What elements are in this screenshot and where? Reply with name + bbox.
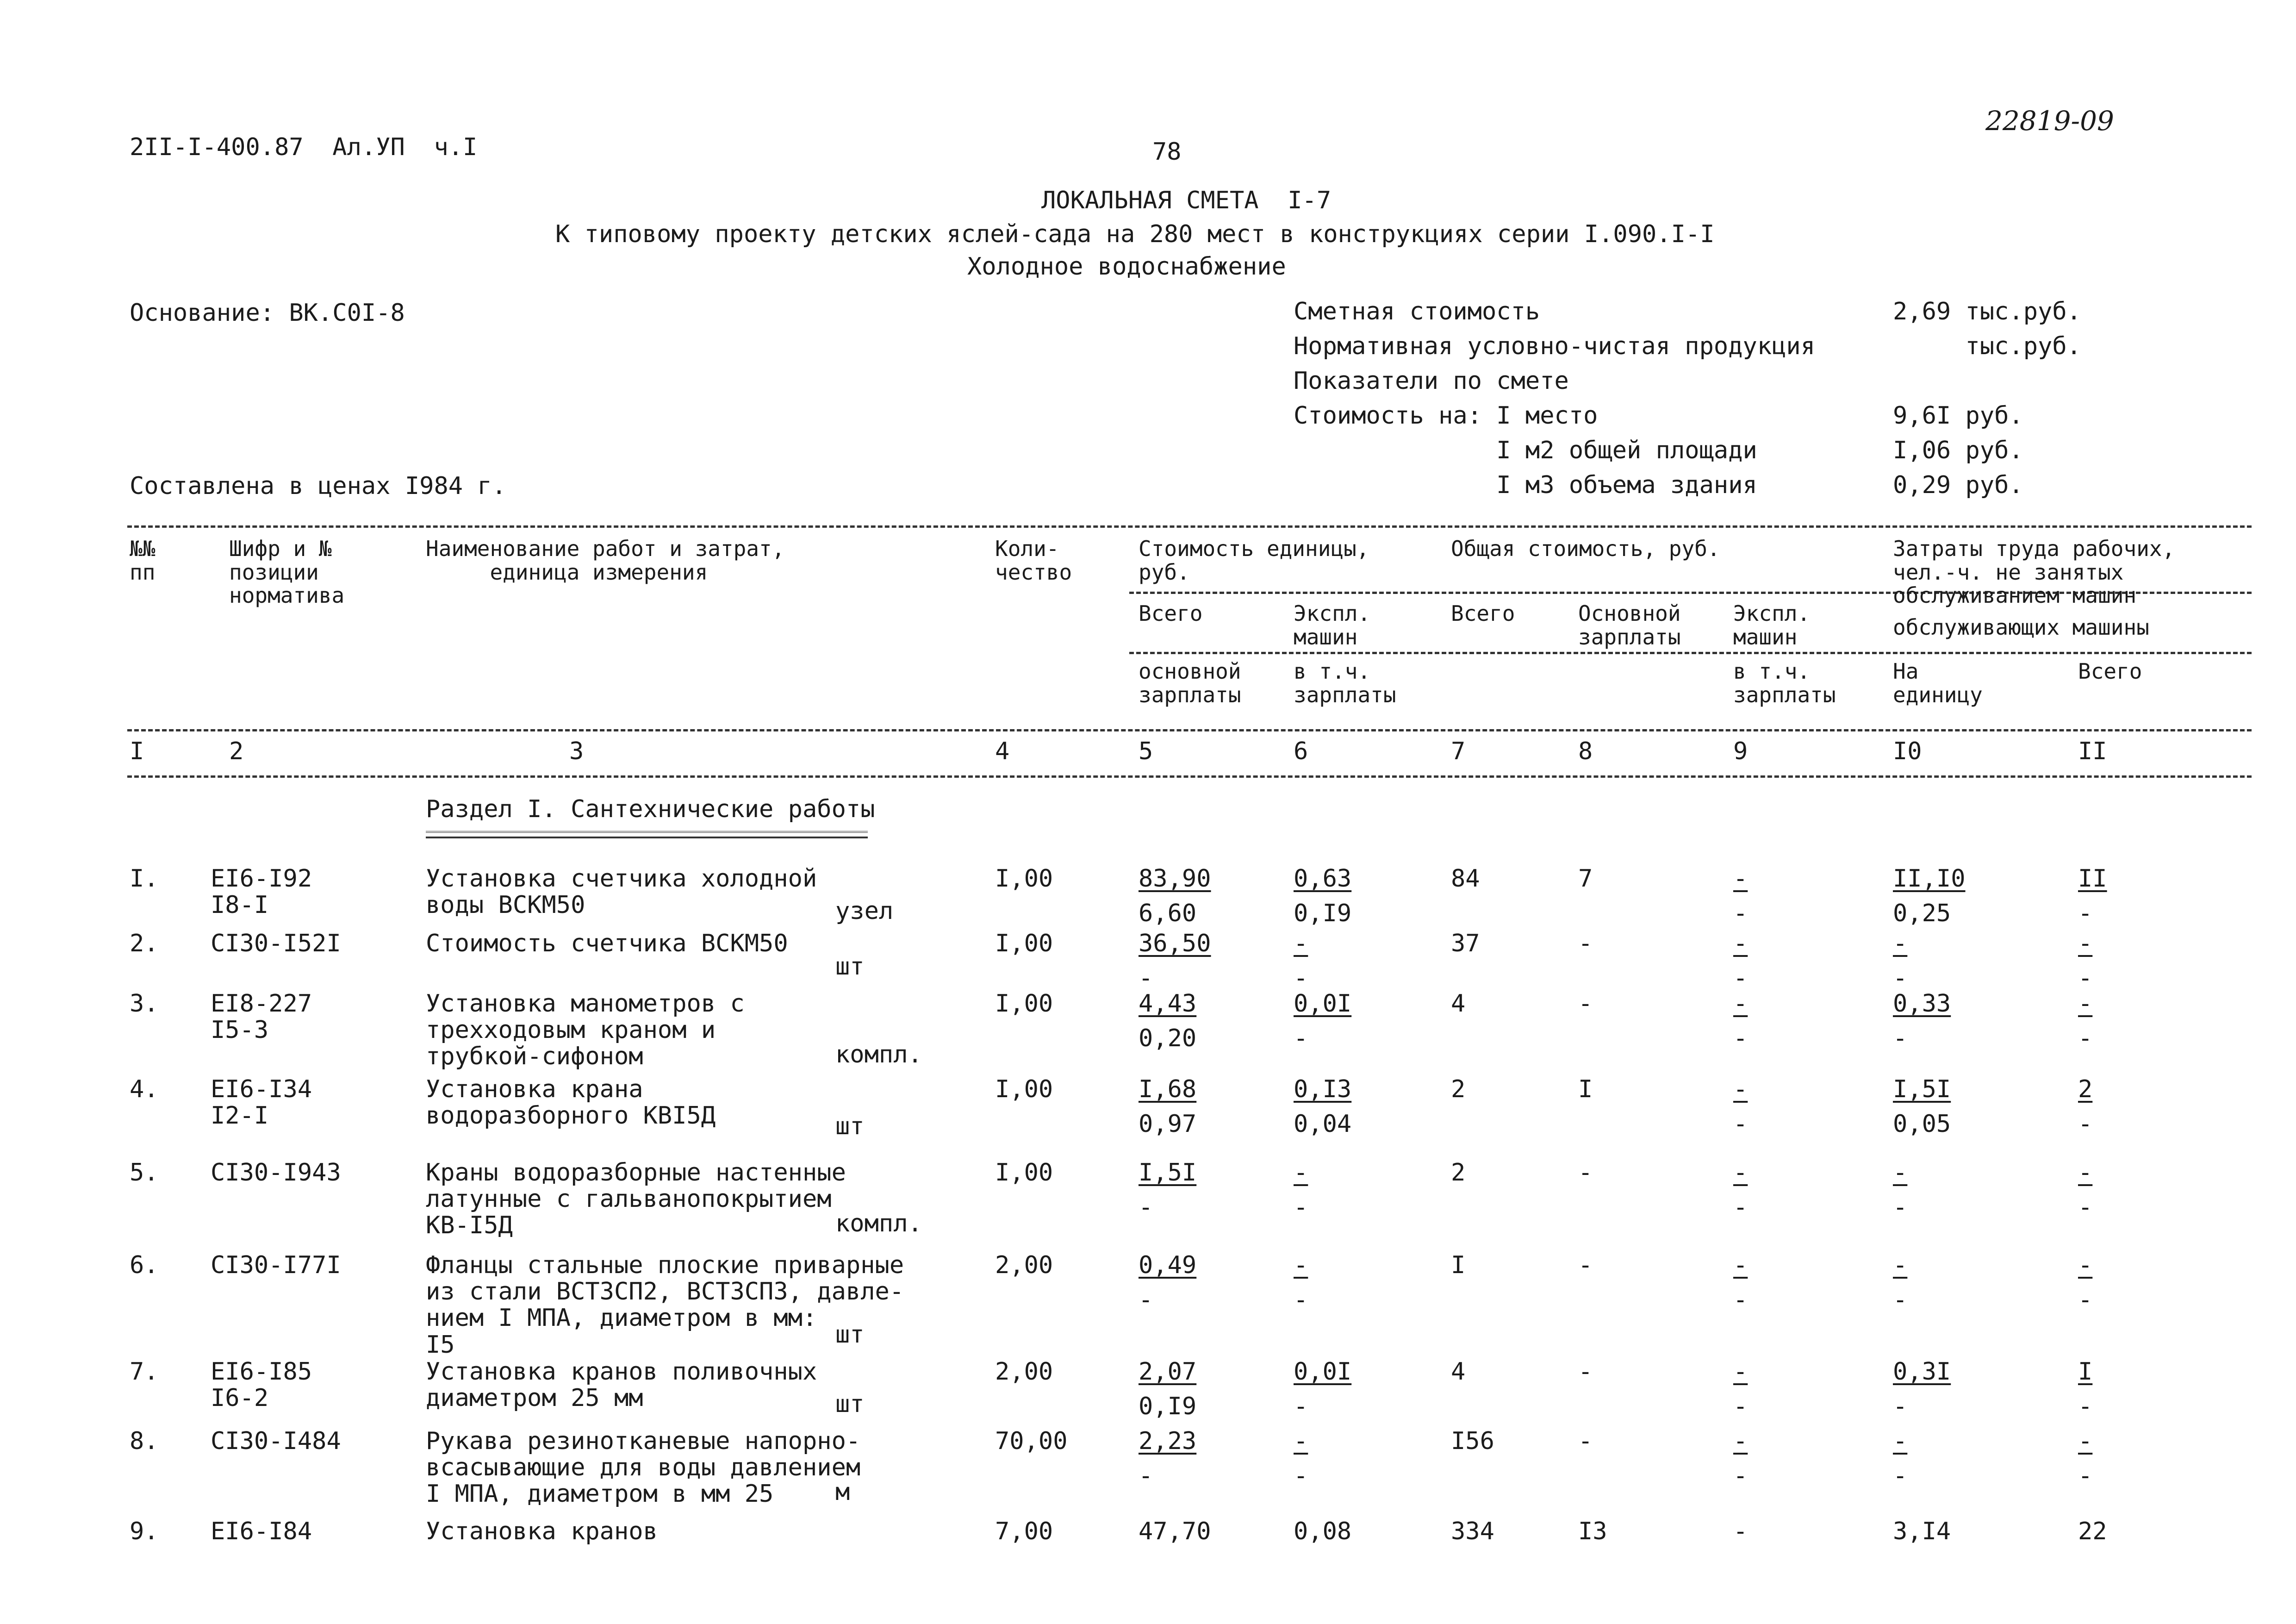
col-header-unit-cost: Стоимость единицы, руб. [1139,536,1369,585]
row-total-cost: 334 [1451,1518,1494,1545]
row-total-machines: - [1733,990,1748,1018]
row-labor-total-machines: - [2078,1193,2093,1221]
row-total-salary: 7 [1578,865,1593,893]
row-unit-cost-machines-salary: - [1294,1393,1308,1420]
row-labor-total: - [2078,1427,2093,1455]
row-labor-per-unit-machines: 0,25 [1893,899,1951,927]
row-total-machines: - [1733,1159,1748,1187]
summary-label: Сметная стоимость [1294,298,1540,325]
col-header-code: Шифр и № позиции норматива [229,536,345,608]
row-unit: компл. [835,1210,922,1237]
row-unit: узел [835,897,894,925]
row-name: Установка кранов поливочных диаметром 25 мм [426,1358,817,1412]
row-unit-cost-machines-salary: 0,04 [1294,1110,1352,1138]
col-header-num: №№ пп [130,536,156,585]
summary-label: I м3 объема здания [1294,471,1757,499]
summary-value: I,06 руб. [1893,437,2023,464]
column-number: 9 [1733,737,1748,765]
row-qty: I,00 [995,930,1053,957]
doc-reference: 2II-I-400.87 Ал.УП ч.I [130,133,478,161]
row-number: 6. [130,1251,159,1279]
row-name: Установка счетчика холодной воды ВСКМ50 [426,865,817,919]
row-unit: компл. [835,1041,922,1068]
row-labor-per-unit-machines: - [1893,1462,1908,1490]
row-number: 2. [130,930,159,957]
summary-label: I м2 общей площади [1294,437,1757,464]
section-heading: Холодное водоснабжение [967,253,1286,281]
row-code: ЕI6-I85 I6-2 [211,1358,312,1412]
row-total-machines-salary: - [1733,964,1748,992]
row-number: 3. [130,990,159,1018]
row-name: Стоимость счетчика ВСКМ50 [426,930,788,957]
col-header-6-bottom: в т.ч. зарплаты [1294,659,1396,707]
row-labor-total-machines: - [2078,964,2093,992]
col-header-name: Наименование работ и затрат, единица измерения [426,536,785,585]
col-header-11: Всего [2078,659,2142,684]
row-code: СI30-I52I [211,930,341,957]
row-labor-per-unit-machines: - [1893,1393,1908,1420]
header-rule-sub2 [1129,652,2252,654]
row-total-salary: I [1578,1075,1593,1103]
row-unit-cost-machines-salary: - [1294,1193,1308,1221]
row-total-salary: I3 [1578,1518,1607,1545]
row-qty: 2,00 [995,1358,1053,1386]
row-code: ЕI6-I92 I8-I [211,865,312,919]
row-name: Установка кранов [426,1518,658,1545]
row-unit-cost-machines: 0,I3 [1294,1075,1352,1103]
row-unit: шт [835,1112,865,1140]
page-number: 78 [1152,138,1182,166]
row-total-machines-salary: - [1733,1286,1748,1314]
row-total-salary: - [1578,1427,1593,1455]
row-labor-total: - [2078,990,2093,1018]
column-number: II [2078,737,2107,765]
row-labor-total-machines: - [2078,1024,2093,1052]
row-unit-cost-total: 2,23 [1139,1427,1197,1455]
header-rule-top [127,525,2252,528]
row-qty: I,00 [995,865,1053,893]
row-name: Краны водоразборные настенные латунные с гальванопокрытием КВ-I5Д [426,1159,846,1240]
row-unit-cost-salary: 0,I9 [1139,1393,1197,1420]
row-unit-cost-machines: 0,63 [1294,865,1352,893]
row-code: СI30-I77I [211,1251,341,1279]
summary-value: 9,6I руб. [1893,402,2023,430]
row-unit-cost-salary: 0,97 [1139,1110,1197,1138]
row-labor-total-machines: - [2078,899,2093,927]
row-labor-per-unit-machines: - [1893,1193,1908,1221]
row-code: ЕI6-I84 [211,1518,312,1545]
row-total-machines-salary: - [1733,1462,1748,1490]
header-rule-mid [127,729,2252,731]
row-total-machines: - [1733,930,1748,957]
row-name: Фланцы стальные плоские приварные из стали ВСТ3СП2, ВСТ3СП3, давле- нием I МПА, диаметром в мм: I5 [426,1251,904,1359]
col-header-8: Основной зарплаты [1578,601,1681,650]
column-number: 2 [229,737,244,765]
row-total-cost: I [1451,1251,1466,1279]
row-number: 8. [130,1427,159,1455]
row-labor-total-machines: - [2078,1286,2093,1314]
document-title: ЛОКАЛЬНАЯ СМЕТА I-7 [1041,187,1332,214]
row-labor-per-unit: I,5I [1893,1075,1951,1103]
col-header-qty: Коли- чество [995,536,1072,585]
row-total-cost: 2 [1451,1159,1466,1187]
row-labor-per-unit: - [1893,1251,1908,1279]
row-code: ЕI6-I34 I2-I [211,1075,312,1130]
row-name: Установка крана водоразборного КВI5Д [426,1075,716,1130]
row-unit-cost-machines-salary: - [1294,964,1308,992]
row-labor-per-unit: II,I0 [1893,865,1966,893]
row-code: ЕI8-227 I5-3 [211,990,312,1044]
row-total-cost: I56 [1451,1427,1494,1455]
row-labor-total: II [2078,865,2107,893]
summary-label: Нормативная условно-чистая продукция [1294,332,1816,360]
column-number: I0 [1893,737,1922,765]
row-labor-total: - [2078,930,2093,957]
row-labor-total: - [2078,1159,2093,1187]
col-header-total-cost: Общая стоимость, руб. [1451,536,1720,561]
row-name: Установка манометров с трехходовым краном и трубкой-сифоном [426,990,745,1071]
row-unit-cost-salary: - [1139,1462,1153,1490]
row-labor-per-unit: - [1893,1427,1908,1455]
row-qty: 2,00 [995,1251,1053,1279]
document-subtitle: К типовому проекту детских яслей-сада на 280 мест в конструкциях серии I.090.I-I [555,220,1715,248]
row-labor-total: 2 [2078,1075,2093,1103]
row-number: 7. [130,1358,159,1386]
row-total-machines-salary: - [1733,1110,1748,1138]
row-unit-cost-total: 83,90 [1139,865,1211,893]
summary-value: 2,69 тыс.руб. [1893,298,2081,325]
summary-label: Показатели по смете [1294,367,1569,395]
row-total-salary: - [1578,930,1593,957]
row-unit-cost-total: 0,49 [1139,1251,1197,1279]
column-number: 4 [995,737,1010,765]
row-qty: I,00 [995,990,1053,1018]
row-unit-cost-total: 2,07 [1139,1358,1197,1386]
row-unit-cost-total: 36,50 [1139,930,1211,957]
row-unit-cost-total: 4,43 [1139,990,1197,1018]
row-unit-cost-machines: - [1294,930,1308,957]
row-labor-total-machines: - [2078,1462,2093,1490]
col-header-7: Всего [1451,601,1515,626]
row-total-machines: - [1733,1251,1748,1279]
row-total-machines-salary: - [1733,1193,1748,1221]
row-total-machines: - [1733,1518,1748,1545]
row-labor-per-unit-machines: 0,05 [1893,1110,1951,1138]
summary-label: Стоимость на: I место [1294,402,1598,430]
row-name: Рукава резинотканевые напорно- всасывающие для воды давлением I МПА, диаметром в мм 25 [426,1427,861,1508]
row-total-machines: - [1733,1358,1748,1386]
row-total-machines: - [1733,865,1748,893]
row-unit-cost-machines-salary: - [1294,1024,1308,1052]
row-total-cost: 37 [1451,930,1480,957]
row-qty: I,00 [995,1159,1053,1187]
row-total-machines-salary: - [1733,1393,1748,1420]
handwritten-number: 22819-09 [1985,105,2114,137]
row-number: 9. [130,1518,159,1545]
row-unit: м [835,1478,850,1506]
row-unit: шт [835,953,865,981]
row-qty: 70,00 [995,1427,1068,1455]
row-total-machines: - [1733,1427,1748,1455]
row-labor-per-unit: - [1893,930,1908,957]
row-unit-cost-machines-salary: - [1294,1462,1308,1490]
column-number: 7 [1451,737,1466,765]
column-number: 5 [1139,737,1153,765]
row-labor-total: 22 [2078,1518,2107,1545]
row-total-cost: 2 [1451,1075,1466,1103]
row-code: СI30-I484 [211,1427,341,1455]
row-number: I. [130,865,159,893]
summary-value: 0,29 руб. [1893,471,2023,499]
row-labor-total: - [2078,1251,2093,1279]
col-header-9-top: Экспл. машин [1733,601,1811,650]
col-header-labor-sub: обслуживающих машины [1893,615,2149,640]
row-unit-cost-machines: 0,0I [1294,990,1352,1018]
row-labor-per-unit: 3,I4 [1893,1518,1951,1545]
col-header-5-top: Всего [1139,601,1203,626]
row-labor-total: I [2078,1358,2093,1386]
row-total-salary: - [1578,990,1593,1018]
row-total-machines: - [1733,1075,1748,1103]
row-total-machines-salary: - [1733,1024,1748,1052]
section-title: Раздел I. Сантехнические работы [426,795,875,823]
row-number: 5. [130,1159,159,1187]
row-number: 4. [130,1075,159,1103]
header-rule-bottom [127,775,2252,778]
row-labor-per-unit-machines: - [1893,1024,1908,1052]
row-unit-cost-machines: 0,0I [1294,1358,1352,1386]
row-labor-per-unit: - [1893,1159,1908,1187]
row-labor-per-unit-machines: - [1893,1286,1908,1314]
row-unit-cost-salary: - [1139,1193,1153,1221]
row-code: СI30-I943 [211,1159,341,1187]
col-header-labor: Затраты труда рабочих, чел.-ч. не занятых обслуживанием машин [1893,536,2175,608]
row-unit: шт [835,1390,865,1418]
row-unit-cost-machines: - [1294,1159,1308,1187]
row-labor-per-unit: 0,33 [1893,990,1951,1018]
row-total-cost: 84 [1451,865,1480,893]
col-header-9-bottom: в т.ч. зарплаты [1733,659,1836,707]
row-unit-cost-machines-salary: 0,I9 [1294,899,1352,927]
row-labor-total-machines: - [2078,1393,2093,1420]
row-labor-per-unit-machines: - [1893,964,1908,992]
prices-year: Составлена в ценах I984 г. [130,472,506,500]
row-unit-cost-machines-salary: - [1294,1286,1308,1314]
row-unit-cost-total: I,5I [1139,1159,1197,1187]
column-number: 3 [569,737,584,765]
col-header-6-top: Экспл. машин [1294,601,1371,650]
row-unit-cost-total: 47,70 [1139,1518,1211,1545]
row-total-salary: - [1578,1358,1593,1386]
summary-value: тыс.руб. [1893,332,2081,360]
row-unit-cost-salary: - [1139,964,1153,992]
row-unit-cost-machines: - [1294,1251,1308,1279]
row-total-cost: 4 [1451,1358,1466,1386]
row-unit-cost-machines: 0,08 [1294,1518,1352,1545]
row-unit-cost-salary: - [1139,1286,1153,1314]
row-unit: шт [835,1321,865,1349]
row-total-salary: - [1578,1251,1593,1279]
col-header-10: На единицу [1893,659,1983,707]
column-number: 8 [1578,737,1593,765]
row-unit-cost-salary: 6,60 [1139,899,1197,927]
row-total-salary: - [1578,1159,1593,1187]
row-qty: 7,00 [995,1518,1053,1545]
section-title-underline [426,831,868,838]
row-unit-cost-total: I,68 [1139,1075,1197,1103]
column-number: 6 [1294,737,1308,765]
row-qty: I,00 [995,1075,1053,1103]
row-labor-per-unit: 0,3I [1893,1358,1951,1386]
basis-label: Основание: ВК.С0I-8 [130,299,405,327]
row-unit-cost-salary: 0,20 [1139,1024,1197,1052]
col-header-5-bottom: основной зарплаты [1139,659,1241,707]
row-total-machines-salary: - [1733,899,1748,927]
row-unit-cost-machines: - [1294,1427,1308,1455]
row-labor-total-machines: - [2078,1110,2093,1138]
column-number: I [130,737,144,765]
row-total-cost: 4 [1451,990,1466,1018]
